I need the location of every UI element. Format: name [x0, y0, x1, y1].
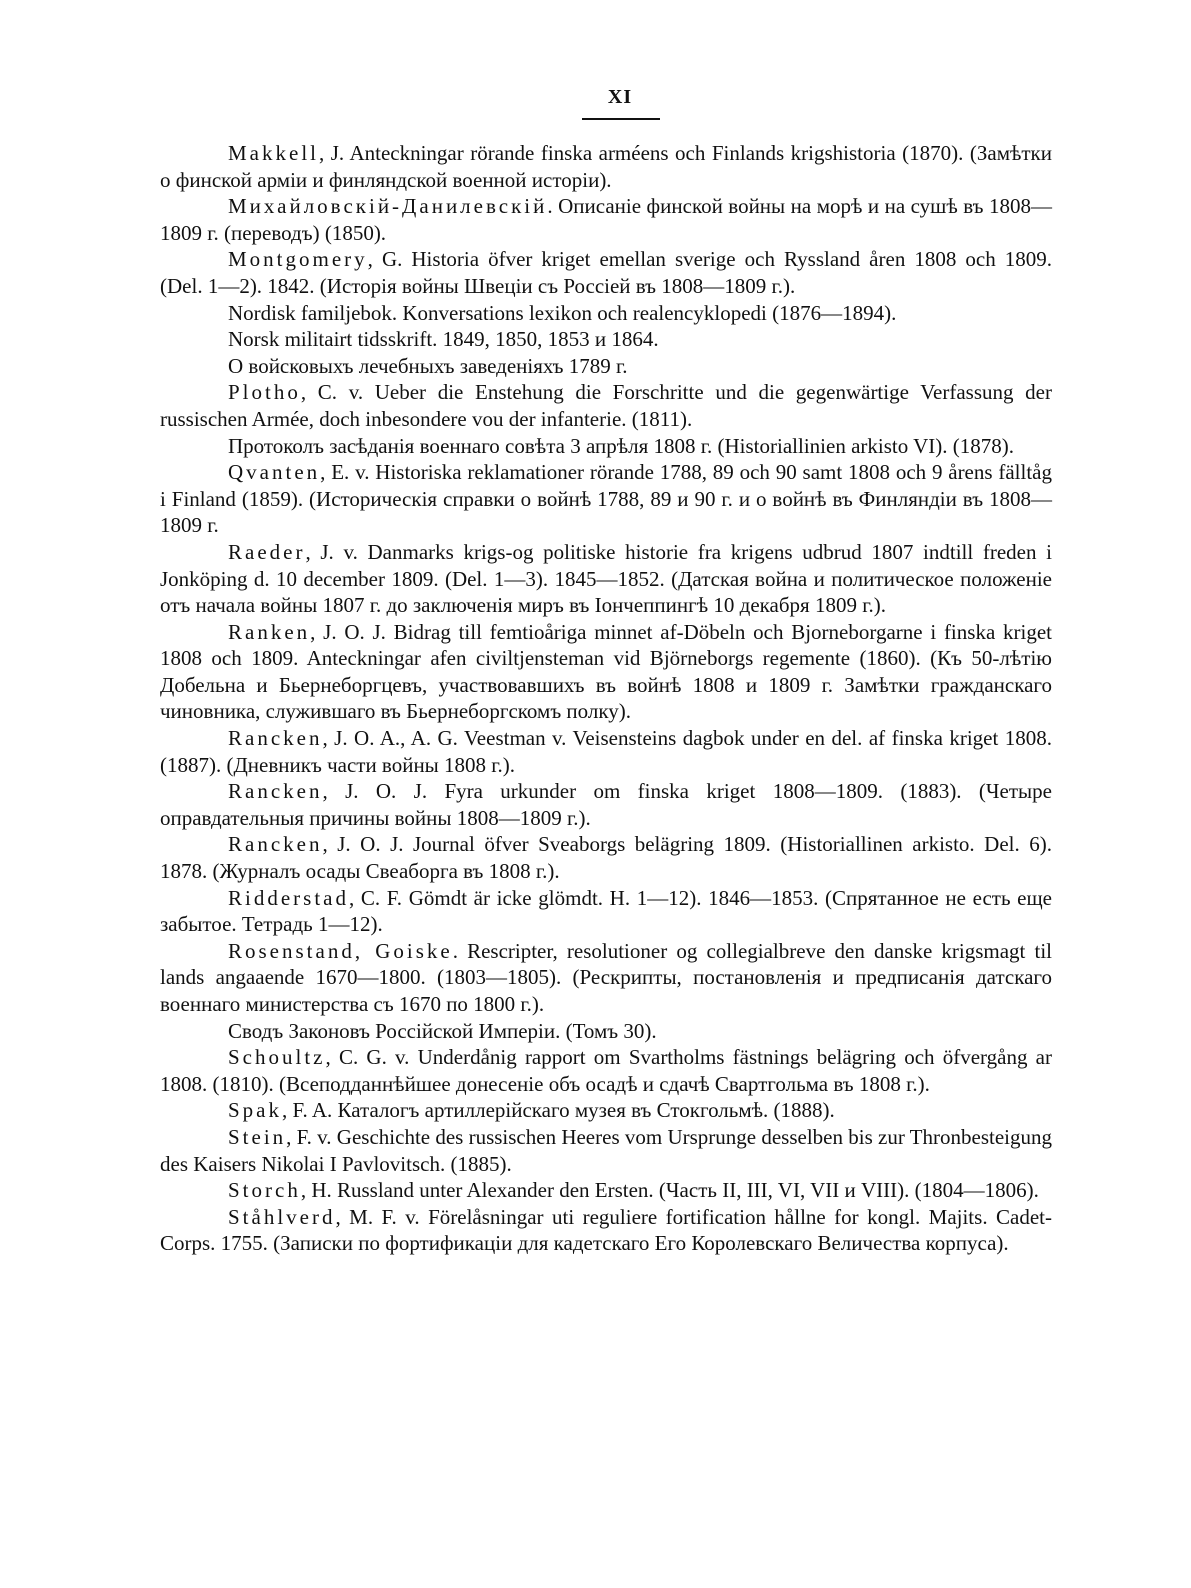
entry-author: Rosenstand, Goiske	[228, 938, 453, 963]
entry-text: . Описаніе финской войны на морѣ и на сушѣ въ 1808—1809 г. (переводъ) (1850).	[160, 194, 1052, 245]
entry-text: Nordisk familjebok. Konversations lexikon och realencyklopedi (1876—1894).	[228, 300, 897, 325]
bibliography-entry	[160, 379, 1052, 432]
entry-author: Rancken	[228, 832, 323, 857]
bibliography-entry	[160, 1124, 1052, 1177]
entry-author: Storch	[228, 1178, 301, 1203]
entry-text: Сводъ Законовъ Россійской Имперіи. (Томъ 30).	[228, 1018, 657, 1043]
entry-text: , C. G. v. Underdånig rapport om Svartholms fästnings belägring och öfvergång ar 1808. (1810). (Всеподданнѣйшее донесеніе объ осадѣ и сдачѣ Свартгольма въ 1808 г.).	[160, 1045, 1052, 1096]
entry-author: Михайловскій-Данилевскій	[228, 194, 548, 219]
bibliography-entry	[160, 353, 1052, 380]
bibliography-entry	[160, 938, 1052, 1018]
entry-text: , F. v. Geschichte des russischen Heeres vom Ursprunge desselben bis zur Thronbesteigung des Kaisers Nikolai I Pavlovitsch. (1885).	[160, 1124, 1052, 1176]
entry-text: , H. Russland unter Alexander den Ersten. (Часть II, III, VI, VII и VIII). (1804—1806).	[300, 1178, 1039, 1203]
entry-text: Norsk militairt tidsskrift. 1849, 1850, 1853 и 1864.	[228, 327, 659, 352]
entry-author: Schoultz	[228, 1045, 326, 1070]
page-number: XI	[607, 86, 633, 108]
bibliography-entry	[160, 831, 1052, 884]
entry-text: , C. v. Ueber die Enstehung die Forschritte und die gegenwärtige Verfassung der russischen Armée, doch inbesondere vou der infanterie. (1811).	[160, 380, 1052, 431]
bibliography-entry	[160, 1204, 1052, 1257]
entry-text: , F. A. Каталогъ артиллерійскаго музея въ Стокгольмѣ. (1888).	[282, 1098, 835, 1123]
entry-text: , C. F. Gömdt är icke glömdt. H. 1—12). 1846—1853. (Спрятанное не есть еще забытое. Тетрадь 1—12).	[160, 885, 1052, 937]
entry-author: Stein	[228, 1124, 287, 1149]
page-number-rule	[582, 118, 660, 120]
entry-text: , M. F. v. Förelåsningar uti reguliere fortification hållne for kongl. Majits. Cadet-Corps. 1755. (Записки по фортификаціи для кадетскаго Его Королевскаго Величества корпуса).	[160, 1204, 1052, 1256]
entry-text: , J. O. J. Journal öfver Sveaborgs belägring 1809. (Historiallinen arkisto. Del. 6). 1878. (Журналъ осады Свеаборга въ 1808 г.).	[160, 832, 1052, 884]
bibliography-entry	[160, 1177, 1052, 1204]
entry-text: . Rescripter, resolutioner og collegialbreve den danske krigsmagt til lands angaaende 1670—1800. (1803—1805). (Рескрипты, постановленія и предписанія датскаго военнаго министерства съ 1670 по 1800 г.).	[160, 938, 1052, 1016]
entry-text: , J. O. A., A. G. Veestman v. Veisensteins dagbok under en del. af finska kriget 1808. (1887). (Дневникъ части войны 1808 г.).	[160, 726, 1052, 777]
bibliography-entry	[160, 459, 1052, 539]
entry-author: Ridderstad	[228, 885, 349, 910]
entry-author: Makkell	[228, 141, 319, 165]
bibliography-entry	[160, 140, 1052, 193]
bibliography-entry	[160, 1097, 1052, 1124]
bibliography-entry	[160, 885, 1052, 938]
entry-author: Montgomery	[228, 247, 368, 272]
entry-text: , J. Anteckningar rörande finska arméens och Finlands krigshistoria (1870). (Замѣтки о финской арміи и финляндской военной исторіи).	[160, 141, 1052, 192]
bibliography-entry	[160, 619, 1052, 725]
entry-author: Raeder	[228, 539, 306, 564]
entry-text: , J. v. Danmarks krigs-og politiske historie fra krigens udbrud 1807 indtill freden i Jonköping d. 10 december 1809. (Del. 1—3). 1845—1852. (Датская война и политическое положеніе отъ начала войны 1807 г. до заключенія миръ въ Іончеппингѣ 10 декабря 1809 г.).	[160, 539, 1052, 618]
bibliography-entry	[160, 246, 1052, 299]
bibliography-entry	[160, 300, 1052, 327]
entry-text: , J. O. J. Bidrag till femtioåriga minnet af-Döbeln och Bjorneborgarne i finska kriget 1808 och 1809. Anteckningar afen civiltjensteman vid Björneborgs regemente (1860). (Къ 50-лѣтію Добельна и Бьернеборгцевъ, участвовавшихъ въ войнѣ 1808 и 1809 г. Замѣтки гражданскаго чиновника, служившаго въ Бьернеборгскомъ полку).	[160, 619, 1052, 724]
entry-author: Qvanten	[228, 460, 321, 485]
entry-text: О войсковыхъ лечебныхъ заведеніяхъ 1789 г.	[228, 353, 628, 378]
bibliography-entry	[160, 193, 1052, 246]
entry-author: Spak	[228, 1098, 282, 1123]
bibliography-entry	[160, 778, 1052, 831]
entry-author: Rancken	[228, 726, 323, 751]
entry-author: Ståhlverd	[228, 1204, 336, 1229]
entry-author: Plotho	[228, 380, 301, 405]
bibliography-entry	[160, 725, 1052, 778]
entry-text: , E. v. Historiska reklamationer rörande 1788, 89 och 90 samt 1808 och 9 årens fälltåg i Finland (1859). (Историческія справки о войнѣ 1788, 89 и 90 г. и о войнѣ въ Финляндіи въ 1808—1809 г.	[160, 460, 1052, 538]
entry-author: Rancken	[228, 779, 323, 804]
entry-text: Протоколъ засѣданія военнаго совѣта 3 апрѣля 1808 г. (Historiallinien arkisto VI). (1878).	[228, 433, 1014, 458]
bibliography-list	[160, 140, 1052, 1257]
bibliography-entry	[160, 539, 1052, 619]
bibliography-entry	[160, 1044, 1052, 1097]
bibliography-entry	[160, 433, 1052, 460]
entry-text: , J. O. J. Fyra urkunder om finska kriget 1808—1809. (1883). (Четыре оправдательныя причины войны 1808—1809 г.).	[160, 779, 1052, 830]
bibliography-entry	[160, 326, 1052, 353]
entry-text: , G. Historia öfver kriget emellan sverige och Ryssland åren 1808 och 1809. (Del. 1—2). 1842. (Исторія войны Швеціи съ Россіей въ 1808—1809 г.).	[160, 247, 1052, 298]
bibliography-entry	[160, 1018, 1052, 1045]
entry-author: Ranken	[228, 619, 311, 644]
